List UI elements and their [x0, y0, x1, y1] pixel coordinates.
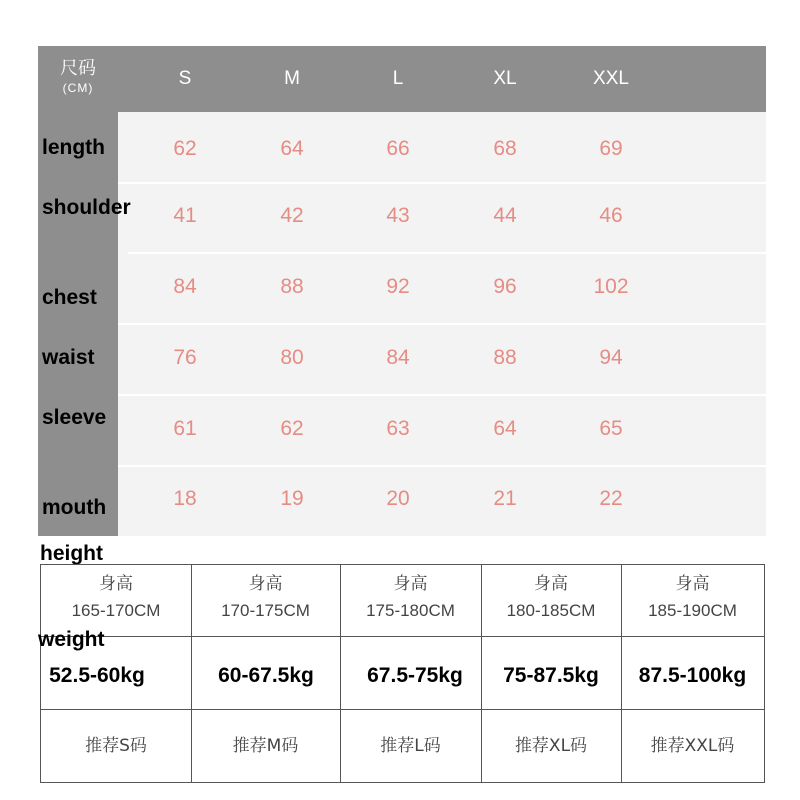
table-cell: 42 [280, 204, 304, 227]
table-cell: 44 [493, 204, 517, 227]
weight-cell: 75-87.5kg [503, 664, 599, 687]
height-cell [481, 571, 621, 625]
row-label-shoulder: shoulder [42, 196, 131, 219]
table-cell: 88 [493, 346, 517, 369]
table-cell: 94 [599, 346, 623, 369]
table-cell: 41 [173, 204, 197, 227]
weight-cell: 87.5-100kg [638, 664, 747, 687]
row-label-mouth: mouth [42, 496, 107, 519]
table-cell: 66 [386, 137, 410, 160]
table-cell: 21 [493, 487, 517, 510]
table-cell: 43 [386, 204, 410, 227]
row-label-length: length [42, 136, 105, 159]
height-cell [340, 571, 481, 625]
table-cell: 92 [386, 275, 410, 298]
unit-header [38, 58, 118, 96]
height-cn-label: 身高 [534, 574, 568, 594]
table-cell: 80 [280, 346, 304, 369]
table-cell: 20 [386, 487, 410, 510]
height-cn-label: 身高 [99, 574, 133, 594]
table-cell: 69 [599, 137, 623, 160]
height-range: 180-185CM [506, 601, 596, 620]
row-divider [118, 465, 766, 467]
recommend-cell: 推荐M码 [232, 736, 299, 756]
table-cell: 65 [599, 417, 623, 440]
row-divider [118, 394, 766, 396]
row-divider [41, 709, 764, 710]
table-cell: 88 [280, 275, 304, 298]
height-range: 185-190CM [648, 601, 737, 620]
table-cell: 63 [386, 417, 410, 440]
height-range: 165-170CM [71, 601, 161, 620]
size-header-m: M [284, 68, 300, 89]
size-chart-label-column [38, 112, 118, 536]
table-cell: 68 [493, 137, 517, 160]
unit-header-cn: 尺码 [60, 58, 96, 79]
row-divider [118, 182, 766, 184]
height-range: 175-180CM [366, 601, 455, 620]
table-cell: 22 [599, 487, 623, 510]
row-divider [118, 323, 766, 325]
height-cell [191, 571, 340, 625]
recommend-cell: 推荐L码 [380, 736, 441, 756]
size-chart-table [38, 46, 766, 536]
unit-header-cm: (CM) [62, 81, 94, 95]
table-cell: 76 [173, 346, 197, 369]
row-label-chest: chest [42, 286, 97, 309]
height-label: height [40, 542, 103, 565]
height-range: 170-175CM [221, 601, 310, 620]
table-cell: 46 [599, 204, 623, 227]
size-header-xxl: XXL [593, 68, 629, 89]
recommend-cell: 推荐XXL码 [650, 736, 735, 756]
table-cell: 61 [173, 417, 197, 440]
height-cn-label: 身高 [675, 574, 710, 594]
height-cn-label: 身高 [248, 574, 283, 594]
table-cell: 96 [493, 275, 517, 298]
row-label-sleeve: sleeve [42, 406, 107, 429]
table-cell: 84 [386, 346, 410, 369]
table-cell: 102 [593, 275, 629, 298]
table-cell: 64 [493, 417, 517, 440]
recommendation-table [40, 564, 765, 783]
size-header-xl: XL [493, 68, 517, 89]
table-cell: 19 [280, 487, 304, 510]
weight-cell: 67.5-75kg [367, 664, 463, 687]
weight-label: weight [38, 628, 105, 651]
table-cell: 84 [173, 275, 197, 298]
table-cell: 18 [173, 487, 197, 510]
recommend-cell: 推荐S码 [85, 736, 147, 756]
table-cell: 62 [173, 137, 197, 160]
table-cell: 64 [280, 137, 304, 160]
row-label-waist: waist [42, 346, 95, 369]
size-header-s: S [178, 68, 192, 89]
recommend-cell: 推荐XL码 [514, 736, 588, 756]
size-header-l: L [392, 68, 404, 89]
row-divider [128, 252, 766, 254]
weight-cell: 60-67.5kg [218, 664, 314, 687]
height-cell [621, 571, 764, 625]
height-cn-label: 身高 [393, 574, 428, 594]
weight-cell: 52.5-60kg [49, 664, 145, 687]
row-divider [41, 636, 764, 637]
table-cell: 62 [280, 417, 304, 440]
height-cell [41, 571, 191, 625]
